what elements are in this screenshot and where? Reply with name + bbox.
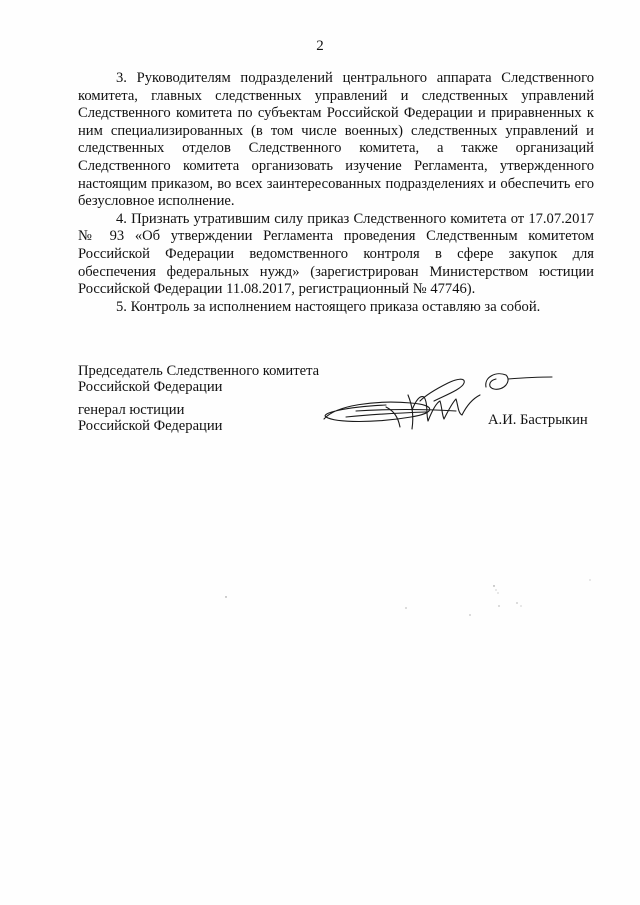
page-number: 2 [316, 38, 324, 54]
signatory-position [78, 364, 319, 395]
signatory-name: А.И. Бастрыкин [488, 412, 588, 428]
scan-specks [0, 560, 640, 620]
signatory-rank-line1: генерал юстиции [78, 402, 185, 418]
signatory-rank-line2: Российской Федерации [78, 417, 223, 434]
paragraph-3: 3. Руководителям подразделений центрального аппарата Следственного комитета, главных следственных управлений и следственных управлений Следственного комитета по субъектам Российской Федерации и приравненных к ним специализированных (в том числе военных) следственных управлений и следственных отделов Следственного комитета, а также организаций Следственного комитета организовать изучение Регламента, утвержденного настоящим приказом, во всех заинтересованных подразделениях и обеспечить его безусловное исполнение. [78, 70, 594, 210]
signatory-position-line1: Председатель Следственного комитета [78, 363, 320, 379]
signatory-position-line2: Российской Федерации [78, 378, 223, 395]
paragraph-5: 5. Контроль за исполнением настоящего приказа оставляю за собой. [116, 298, 541, 315]
document-body [78, 70, 594, 316]
signatory-rank [78, 403, 223, 434]
paragraph-4: 4. Признать утратившим силу приказ Следственного комитета от 17.07.2017 № 93 «Об утверждении Регламента проведения Следственным комитетом Российской Федерации ведомственного контроля в сфере закупок для обеспечения федеральных нужд» (зарегистрирован Министерством юстиции Российской Федерации 11.08.2017, регистрационный № 47746). [78, 210, 594, 298]
